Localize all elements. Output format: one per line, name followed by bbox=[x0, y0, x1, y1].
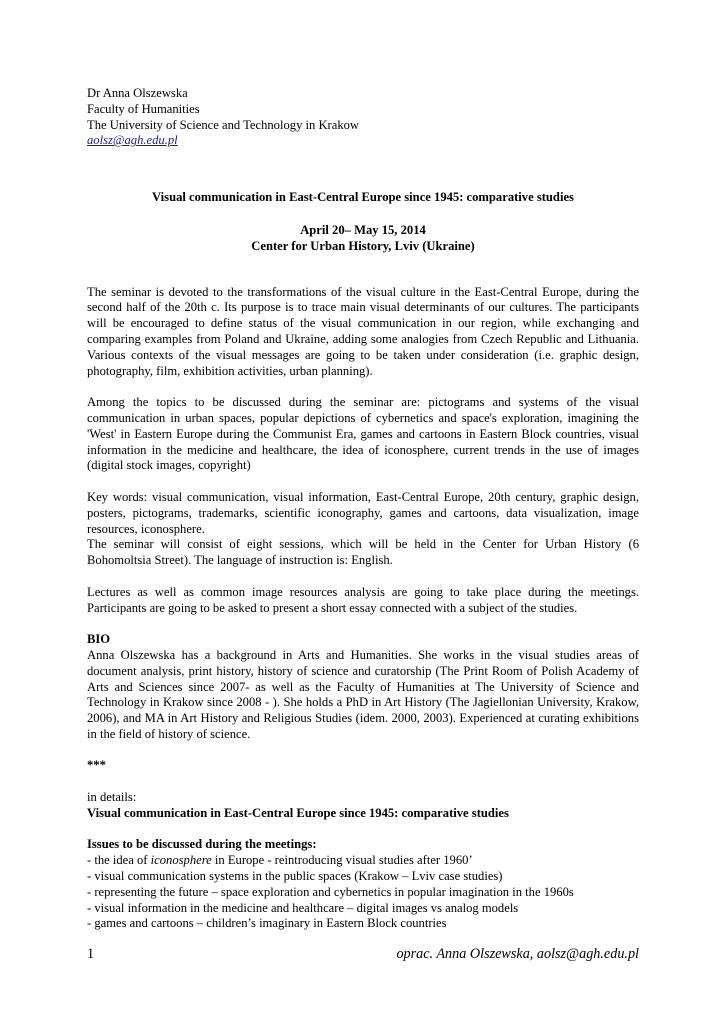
page-footer bbox=[87, 947, 639, 963]
seminar-dates: April 20– May 15, 2014 bbox=[300, 222, 426, 237]
issues-list bbox=[87, 853, 639, 932]
list-item: - the idea of iconosphere in Europe - reintroducing visual studies after 1960’ bbox=[87, 853, 473, 868]
lectures-paragraph: Lectures as well as common image resources analysis are going to take place during the meetings. Participants are going to be asked to present a short essay connected with a subject of the studies. bbox=[87, 584, 639, 615]
keywords-paragraph: Key words: visual communication, visual information, East-Central Europe, 20th century, graphic design, posters, pictograms, trademarks, scientific iconography, games and cartoons, data visualization, image resources, iconosphere. bbox=[87, 489, 639, 536]
author-faculty: Faculty of Humanities bbox=[87, 101, 200, 116]
document-page bbox=[87, 86, 639, 932]
list-item: - visual communication systems in the public spaces (Krakow – Lviv case studies) bbox=[87, 869, 503, 884]
author-block bbox=[87, 86, 639, 149]
author-name: Dr Anna Olszewska bbox=[87, 86, 188, 100]
document-title: Visual communication in East-Central Europe since 1945: comparative studies bbox=[152, 190, 574, 205]
intro-paragraph: The seminar is devoted to the transformations of the visual culture in the East-Central Europe, during the second half of the 20th c. Its purpose is to trace main visual determinants of our cultures. The participants will be encouraged to define status of the visual communication in our region, while exchanging and comparing examples from Poland and Ukraine, adding some analogies from Czech Republic and Lithuania. Various contexts of the visual messages are going to be taken under consideration (i.e. graphic design, photography, film, exhibition activities, urban planning). bbox=[87, 284, 639, 378]
seminar-venue: Center for Urban History, Lviv (Ukraine) bbox=[251, 238, 475, 253]
issues-heading: Issues to be discussed during the meetings: bbox=[87, 837, 317, 852]
bio-text: Anna Olszewska has a background in Arts and Humanities. She works in the visual studies areas of document analysis, print history, history of science and curatorship (The Print Room of Polish Academy of Arts and Sciences since 2007- as well as the Faculty of Humanities at The University of Science and Technology in Krakow since 2008 - ). She holds a PhD in Art History (The Jagiellonian University, Krakow, 2006), and MA in Art History and Religious Studies (idem. 2000, 2003). Experienced at curating exhibitions in the field of history of science. bbox=[87, 647, 639, 741]
details-intro: in details: bbox=[87, 790, 137, 805]
details-title: Visual communication in East-Central Europe since 1945: comparative studies bbox=[87, 805, 509, 820]
author-university: The University of Science and Technology in Krakow bbox=[87, 117, 360, 132]
topics-paragraph: Among the topics to be discussed during the seminar are: pictograms and systems of the visual communication in urban spaces, popular depictions of cybernetics and space's exploration, imagining the 'West' in Eastern Europe during the Communist Era, games and cartoons in Eastern Block countries, visual information in the medicine and healthcare, the idea of iconosphere, current trends in the use of images (digital stock images, copyright) bbox=[87, 395, 639, 473]
list-item: - visual information in the medicine and healthcare – digital images vs analog models bbox=[87, 900, 519, 915]
author-email-link[interactable]: aolsz@agh.edu.pl bbox=[87, 133, 178, 148]
list-item: - representing the future – space exploration and cybernetics in popular imagination in the 1960s bbox=[87, 884, 574, 899]
footer-credit: oprac. Anna Olszewska, aolsz@agh.edu.pl bbox=[396, 946, 639, 962]
sessions-paragraph: The seminar will consist of eight sessions, which will be held in the Center for Urban History (6 Bohomoltsia Street). The language of instruction is: English. bbox=[87, 537, 639, 568]
page-number: 1 bbox=[87, 946, 95, 962]
bio-heading: BIO bbox=[87, 632, 111, 647]
section-separator: *** bbox=[87, 758, 106, 773]
list-item: - games and cartoons – children’s imaginary in Eastern Block countries bbox=[87, 916, 447, 931]
